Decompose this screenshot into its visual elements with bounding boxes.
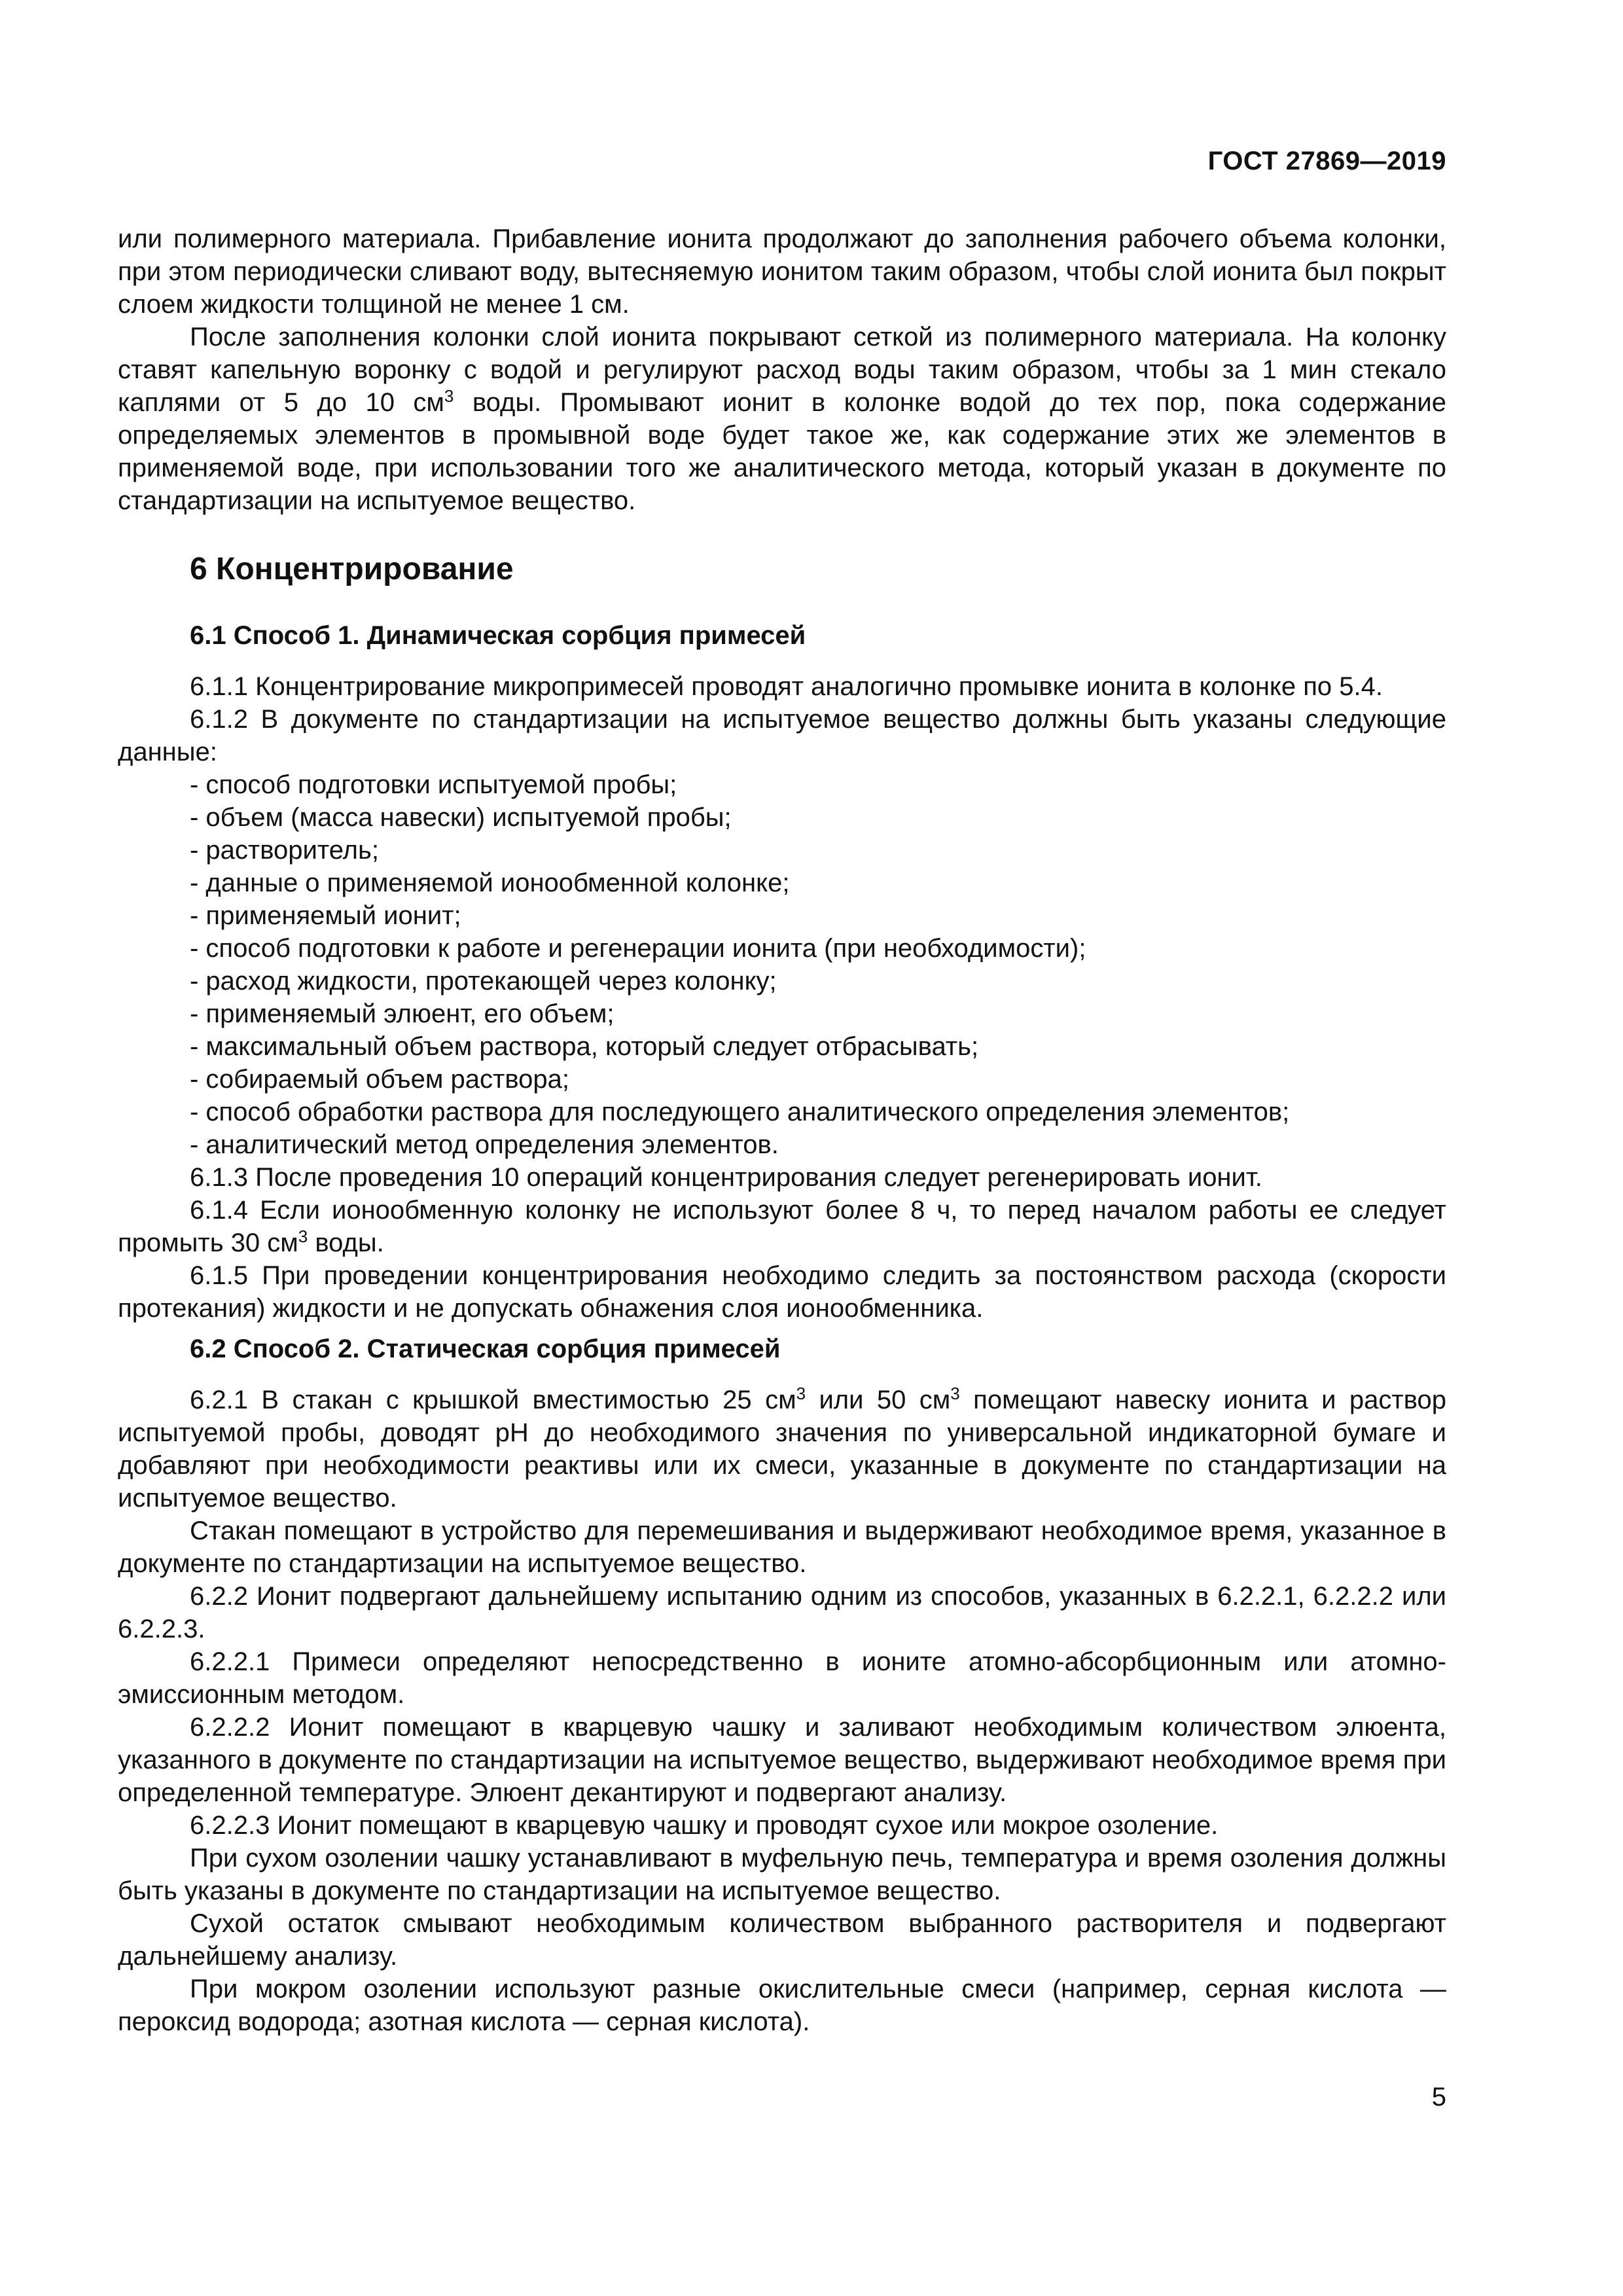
list-item: - максимальный объем раствора, который следует отбрасывать;: [190, 1032, 979, 1061]
clause-6-2-2-3: 6.2.2.3 Ионит помещают в кварцевую чашку и проводят сухое или мокрое озоление.: [190, 1811, 1219, 1840]
clause-6-2-1: [118, 1384, 1446, 1515]
clause-6-2-2-1: 6.2.2.1 Примеси определяют непосредственно в ионите атомно-абсорбционным или атомно-эмиссионным методом.: [118, 1647, 1446, 1709]
clause-6-2-1-continued: Стакан помещают в устройство для перемешивания и выдерживают необходимое время, указанное в документе по стандартизации на испытуемое вещество.: [118, 1516, 1446, 1578]
list-item: - аналитический метод определения элементов.: [190, 1130, 779, 1159]
paragraph-column-filling: [118, 321, 1446, 517]
text-fragment: 6.2.1 В стакан с крышкой вместимостью 25 см: [190, 1386, 796, 1414]
paragraph-dry-ashing: При сухом озолении чашку устанавливают в муфельную печь, температура и время озоления должны быть указаны в документе по стандартизации на испытуемое вещество.: [118, 1844, 1446, 1905]
document-id-header: ГОСТ 27869—2019: [1207, 147, 1446, 175]
text-fragment: помещают навеску ионита и раствор испытуемой пробы, доводят pH до необходимого значения по универсальной индикаторной бумаге и добавляют при необходимости реактивы или их смеси, указанные в документе по стандартизации на испытуемое вещество.: [118, 1386, 1446, 1513]
superscript: 3: [796, 1384, 806, 1403]
superscript: 3: [444, 386, 454, 406]
clause-6-1-2: 6.1.2 В документе по стандартизации на испытуемое вещество должны быть указаны следующие данные:: [118, 705, 1446, 766]
clause-6-1-4: [118, 1194, 1446, 1259]
text-fragment: 6.1.4 Если ионообменную колонку не используют более 8 ч, то перед началом работы ее следует промыть 30 см: [118, 1196, 1446, 1257]
clause-6-2-2-2: 6.2.2.2 Ионит помещают в кварцевую чашку и заливают необходимым количеством элюента, указанного в документе по стандартизации на испытуемое вещество, выдерживают необходимое время при определенной температуре. Элюент декантируют и подвергают анализу.: [118, 1713, 1446, 1807]
list-item: - способ обработки раствора для последующего аналитического определения элементов;: [190, 1098, 1290, 1126]
clause-6-1-1: 6.1.1 Концентрирование микропримесей проводят аналогично промывке ионита в колонке по 5.4.: [190, 672, 1383, 701]
paragraph-dry-residue: Сухой остаток смывают необходимым количеством выбранного растворителя и подвергают дальнейшему анализу.: [118, 1909, 1446, 1971]
subsection-title-6-2: 6.2 Способ 2. Статическая сорбция примесей: [190, 1335, 781, 1363]
list-item: - способ подготовки испытуемой пробы;: [190, 770, 677, 799]
text-fragment: воды.: [308, 1229, 384, 1257]
list-item: - собираемый объем раствора;: [190, 1065, 569, 1094]
list-item: - объем (масса навески) испытуемой пробы;: [190, 803, 732, 832]
page-number: 5: [1431, 2083, 1446, 2111]
paragraph-continuation: или полимерного материала. Прибавление ионита продолжают до заполнения рабочего объема колонки, при этом периодически сливают воду, вытесняемую ионитом таким образом, чтобы слой ионита был покрыт слоем жидкости толщиной не менее 1 см.: [118, 224, 1446, 319]
clause-6-2-2: 6.2.2 Ионит подвергают дальнейшему испытанию одним из способов, указанных в 6.2.2.1, 6.2.2.2 или 6.2.2.3.: [118, 1582, 1446, 1643]
list-item: - способ подготовки к работе и регенерации ионита (при необходимости);: [190, 934, 1086, 963]
text-fragment: воды. Промывают ионит в колонке водой до тех пор, пока содержание определяемых элементов в промывной воде будет такое же, как содержание этих же элементов в применяемой воде, при использовании того же аналитического метода, который указан в документе по стандартизации на испытуемое вещество.: [118, 388, 1446, 515]
list-item: - применяемый ионит;: [190, 901, 461, 930]
superscript: 3: [298, 1227, 308, 1246]
document-body: [118, 223, 1446, 2038]
section-title: 6 Концентрирование: [190, 552, 514, 586]
clause-6-1-3: 6.1.3 После проведения 10 операций концентрирования следует регенерировать ионит.: [190, 1163, 1262, 1192]
required-data-list: [118, 768, 1446, 1161]
text-fragment: или 50 см: [806, 1386, 951, 1414]
text-fragment: После заполнения колонки слой ионита покрывают сеткой из полимерного материала. На колонку ставят капельную воронку с водой и регулируют расход воды таким образом, чтобы за 1 мин стекало каплями от 5 до 10 см: [118, 323, 1446, 417]
list-item: - растворитель;: [190, 836, 379, 865]
list-item: - применяемый элюент, его объем;: [190, 999, 615, 1028]
subsection-title-6-1: 6.1 Способ 1. Динамическая сорбция примесей: [190, 621, 806, 650]
paragraph-wet-ashing: При мокром озолении используют разные окислительные смеси (например, серная кислота — пероксид водорода; азотная кислота — серная кислота).: [118, 1975, 1446, 2036]
superscript: 3: [950, 1384, 960, 1403]
list-item: - расход жидкости, протекающей через колонку;: [190, 967, 777, 996]
clause-6-1-5: 6.1.5 При проведении концентрирования необходимо следить за постоянством расхода (скорости протекания) жидкости и не допускать обнажения слоя ионообменника.: [118, 1261, 1446, 1323]
list-item: - данные о применяемой ионообменной колонке;: [190, 869, 790, 897]
